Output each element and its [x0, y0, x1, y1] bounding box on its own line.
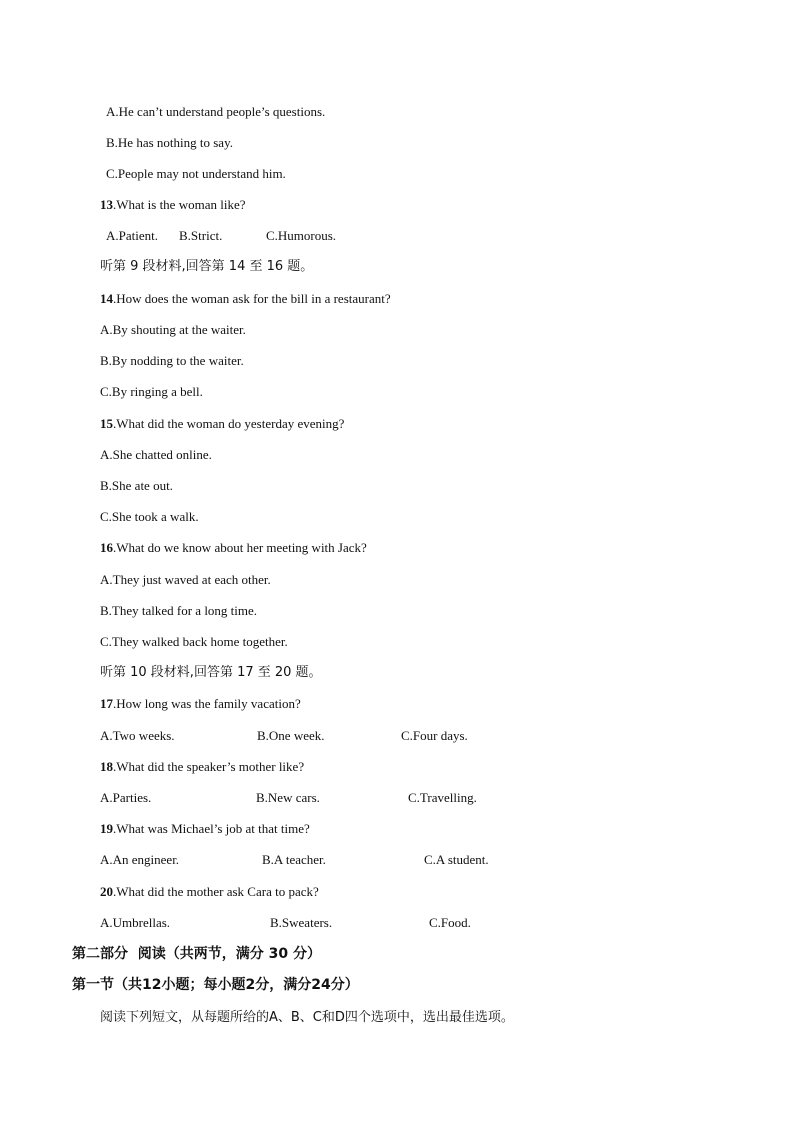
q14-option-a: A.By shouting at the waiter.: [100, 322, 246, 337]
q17-option-a: A.Two weeks.: [100, 728, 175, 743]
question-text: .What did the woman do yesterday evening?: [113, 416, 345, 431]
q18-option-b: B.New cars.: [256, 790, 320, 805]
question-20: [100, 884, 319, 900]
question-16: [100, 540, 367, 556]
q14-option-c: C.By ringing a bell.: [100, 384, 203, 399]
q19-option-b: B.A teacher.: [262, 852, 326, 867]
part-2-heading: 第二部分 阅读（共两节，满分 30 分）: [72, 946, 321, 962]
question-number: 18: [100, 759, 113, 774]
question-number: 16: [100, 540, 113, 555]
q20-option-a: A.Umbrellas.: [100, 915, 171, 930]
q16-option-b: B.They talked for a long time.: [100, 603, 258, 618]
q15-option-c: C.She took a walk.: [100, 509, 199, 524]
q15-option-a: A.She chatted online.: [100, 447, 212, 462]
q17-option-b: B.One week.: [257, 728, 325, 743]
question-text: .How does the woman ask for the bill in a restaurant?: [113, 291, 391, 306]
q13-option-a: A.Patient.: [106, 228, 158, 243]
q13-option-b: B.Strict.: [179, 228, 223, 243]
q16-option-a: A.They just waved at each other.: [100, 572, 271, 587]
section-9-instruction: 听第 9 段材料,回答第 14 至 16 题。: [100, 259, 314, 274]
question-14: [100, 291, 391, 307]
q19-option-a: A.An engineer.: [100, 852, 180, 867]
question-number: 14: [100, 291, 113, 306]
question-number: 15: [100, 416, 113, 431]
question-19: [100, 821, 310, 837]
question-18: [100, 759, 304, 775]
question-text: .What do we know about her meeting with Jack?: [113, 540, 367, 555]
q20-option-c: C.Food.: [429, 915, 471, 930]
q15-option-b: B.She ate out.: [100, 478, 173, 493]
question-number: 19: [100, 821, 113, 836]
q16-option-c: C.They walked back home together.: [100, 634, 288, 649]
section-1-heading: 第一节（共12小题；每小题2分，满分24分）: [72, 977, 359, 993]
question-text: .How long was the family vacation?: [113, 696, 301, 711]
question-text: .What was Michael’s job at that time?: [113, 821, 310, 836]
section-10-instruction: 听第 10 段材料,回答第 17 至 20 题。: [100, 665, 322, 680]
q12-option-b: B.He has nothing to say.: [106, 135, 233, 150]
q19-option-c: C.A student.: [424, 852, 489, 867]
question-text: .What did the speaker’s mother like?: [113, 759, 305, 774]
q12-option-c: C.People may not understand him.: [106, 166, 286, 181]
q18-option-c: C.Travelling.: [408, 790, 477, 805]
question-17: [100, 696, 301, 712]
question-number: 17: [100, 696, 113, 711]
question-text: .What is the woman like?: [113, 197, 246, 212]
question-number: 13: [100, 197, 113, 212]
question-number: 20: [100, 884, 113, 899]
q13-option-c: C.Humorous.: [266, 228, 337, 243]
question-13: [100, 197, 246, 213]
question-text: .What did the mother ask Cara to pack?: [113, 884, 319, 899]
q20-option-b: B.Sweaters.: [270, 915, 333, 930]
q12-option-a: A.He can’t understand people’s questions.: [106, 104, 326, 119]
question-15: [100, 416, 344, 432]
q14-option-b: B.By nodding to the waiter.: [100, 353, 244, 368]
q17-option-c: C.Four days.: [401, 728, 468, 743]
reading-instruction: 阅读下列短文，从每题所给的A、B、C和D四个选项中，选出最佳选项。: [100, 1010, 514, 1025]
q18-option-a: A.Parties.: [100, 790, 152, 805]
